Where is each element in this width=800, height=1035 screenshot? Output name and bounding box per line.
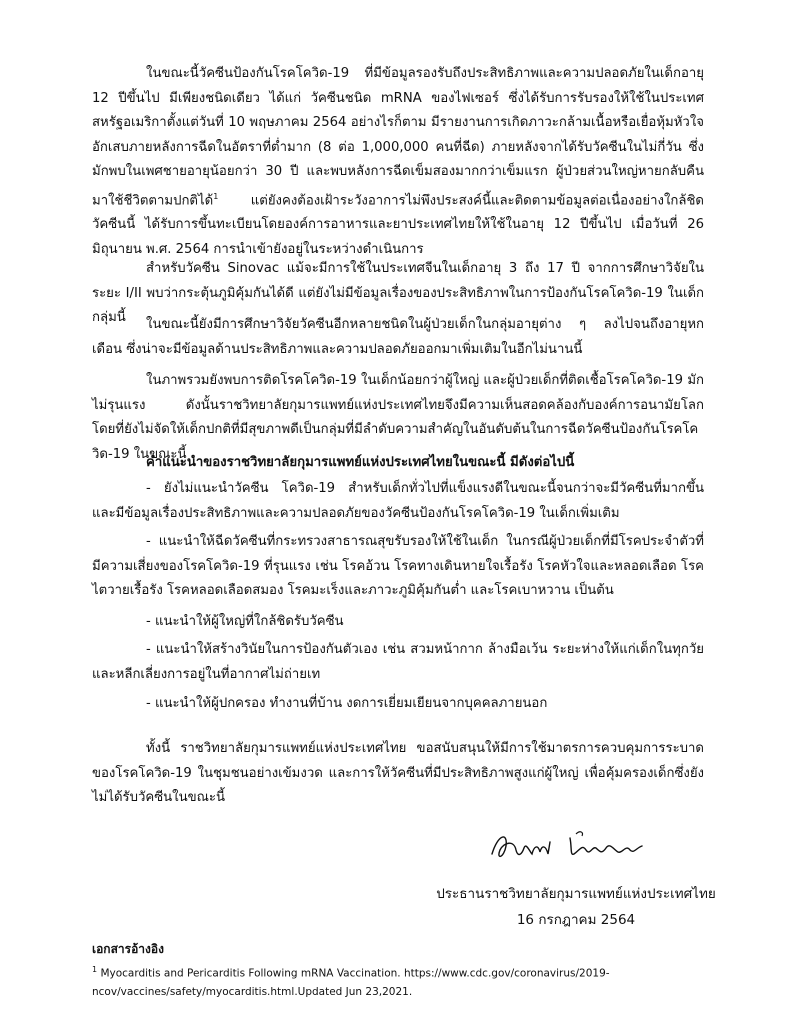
handwritten-signature <box>486 824 646 868</box>
footnote-marker: 1 <box>213 191 219 201</box>
recommendations-heading <box>92 451 704 476</box>
paragraph-5-text: ทั้งนี้ ราชวิทยาลัยกุมารแพทย์แห่งประเทศไทย ขอสนับสนุนให้มีการใช้มาตรการควบคุมการระบาดของโรคโควิด-19 ในชุมชนอย่างเข้มงวด และการให้วัคซีนที่มีประสิทธิภาพสูงแก่ผู้ใหญ่ เพื่อคุ้มครองเด็กซึ่งยังไม่ได้รับวัคซีนในขณะนี้ <box>92 741 704 805</box>
paragraph-5 <box>92 737 704 811</box>
recommendation-item-2 <box>92 530 704 604</box>
references-heading: เอกสารอ้างอิง <box>92 942 164 956</box>
signatory-title: ประธานราชวิทยาลัยกุมารแพทย์แห่งประเทศไทย <box>436 886 716 902</box>
recommendation-item-2-text: - แนะนำให้ฉีดวัคซีนที่กระทรวงสาธารณสุขรับรองให้ใช้ในเด็ก ในกรณีผู้ป่วยเด็กที่มีโรคประจำตัวที่มีความเสี่ยงของโรคโควิด-19 ที่รุนแรง เช่น โรคอ้วน โรคทางเดินหายใจเรื้อรัง โรคหัวใจและหลอดเลือด โรคไตวายเรื้อรัง โรคหลอดเลือดสมอง โรคมะเร็งและภาวะภูมิคุ้มกันต่ำ และโรคเบาหวาน เป็นต้น <box>92 534 704 598</box>
recommendation-item-3 <box>92 610 704 635</box>
paragraph-3 <box>92 313 704 362</box>
paragraph-4-text: ในภาพรวมยังพบการติดโรคโควิด-19 ในเด็กน้อยกว่าผู้ใหญ่ และผู้ป่วยเด็กที่ติดเชื้อโรคโควิด-19 มักไม่รุนแรง ดังนั้นราชวิทยาลัยกุมารแพทย์แห่งประเทศไทยจึงมีความเห็นสอดคล้องกับองค์การอนามัยโลก โดยที่ยังไม่จัดให้เด็กปกติที่มีสุขภาพดีเป็นกลุ่มที่มีลำดับความสำคัญในอันดับต้นในการฉีดวัคซีนป้องกันโรคโควิด-19 ในขณะนี้ <box>92 373 704 462</box>
footnote-number: 1 <box>92 965 98 974</box>
recommendation-item-1-text: - ยังไม่แนะนำวัคซีน โควิด-19 สำหรับเด็กทั่วไปที่แข็งแรงดีในขณะนี้จนกว่าจะมีวัคซีนที่มากขึ้น และมีข้อมูลเรื่องประสิทธิภาพและความปลอดภัยของวัคซีนป้องกันโรคโควิด-19 ในเด็กเพิ่มเติม <box>92 481 704 521</box>
paragraph-2-text: สำหรับวัคซีน Sinovac แม้จะมีการใช้ในประเทศจีนในเด็กอายุ 3 ถึง 17 ปี จากการศึกษาวิจัยในระยะ I/II พบว่ากระตุ้นภูมิคุ้มกันได้ดี แต่ยังไม่มีข้อมูลเรื่องของประสิทธิภาพในการป้องกันโรคโควิด-19 ในเด็กกลุ่มนี้ <box>92 261 704 325</box>
paragraph-1-continued: แต่ยังคงต้องเฝ้าระวังอาการไม่พึงประสงค์นี้และติดตามข้อมูลต่อเนื่องอย่างใกล้ชิด วัคซีนนี้ ได้รับการขึ้นทะเบียนโดยองค์การอาหารและยาประเทศไทยให้ใช้ในอายุ 12 ปีขึ้นไป เมื่อวันที่ 26 มิถุนายน พ.ศ. 2564 การนำเข้ายังอยู่ในระหว่างดำเนินการ <box>92 192 704 257</box>
signature-date: 16 กรกฎาคม 2564 <box>516 912 636 928</box>
recommendation-item-5-text: - แนะนำให้ผู้ปกครอง ทำงานที่บ้าน งดการเยี่ยมเยียนจากบุคคลภายนอก <box>146 696 548 711</box>
footnote-1 <box>92 961 702 1001</box>
recommendations-heading-text: คำแนะนำของราชวิทยาลัยกุมารแพทย์แห่งประเทศไทยในขณะนี้ มีดังต่อไปนี้ <box>146 455 575 470</box>
recommendation-item-4 <box>92 638 704 687</box>
recommendation-item-3-text: - แนะนำให้ผู้ใหญ่ที่ใกล้ชิดรับวัคซีน <box>146 614 344 629</box>
paragraph-1 <box>92 62 704 262</box>
footnote-text: Myocarditis and Pericarditis Following mRNA Vaccination. https://www.cdc.gov/coronavirus/2019-ncov/vaccines/safety/myocarditis.html.Updated Jun 23,2021. <box>92 967 610 998</box>
recommendation-item-1 <box>92 477 704 526</box>
paragraph-1-text: ในขณะนี้วัคซีนป้องกันโรคโควิด-19 ที่มีข้อมูลรองรับถึงประสิทธิภาพและความปลอดภัยในเด็กอายุ 12 ปีขึ้นไป มีเพียงชนิดเดียว ได้แก่ วัคซีนชนิด mRNA ของไฟเซอร์ ซึ่งได้รับการรับรองให้ใช้ในประเทศสหรัฐอเมริกาตั้งแต่วันที่ 10 พฤษภาคม 2564 อย่างไรก็ตาม มีรายงานการเกิดภาวะกล้ามเนื้อหรือเยื่อหุ้มหัวใจอักเสบภายหลังการฉีดในอัตราที่ต่ำมาก (8 ต่อ 1,000,000 คนที่ฉีด) ภายหลังจากได้รับวัคซีนในไม่กี่วัน ซึ่งมักพบในเพศชายอายุน้อยกว่า 30 ปี และพบหลังการฉีดเข็มสองมากกว่าเข็มแรก ผู้ป่วยส่วนใหญ่หายกลับคืนมาใช้ชีวิตตามปกติได้ <box>92 66 704 208</box>
recommendation-item-5 <box>92 692 704 717</box>
recommendation-item-4-text: - แนะนำให้สร้างวินัยในการป้องกันตัวเอง เช่น สวมหน้ากาก ล้างมือเว้น ระยะห่างให้แก่เด็กในทุกวัยและหลีกเลี่ยงการอยู่ในที่อากาศไม่ถ่ายเท <box>92 642 704 682</box>
paragraph-3-text: ในขณะนี้ยังมีการศึกษาวิจัยวัคซีนอีกหลายชนิดในผู้ป่วยเด็กในกลุ่มอายุต่าง ๆ ลงไปจนถึงอายุหกเดือน ซึ่งน่าจะมีข้อมูลด้านประสิทธิภาพและความปลอดภัยออกมาเพิ่มเติมในอีกไม่นานนี้ <box>92 317 704 357</box>
